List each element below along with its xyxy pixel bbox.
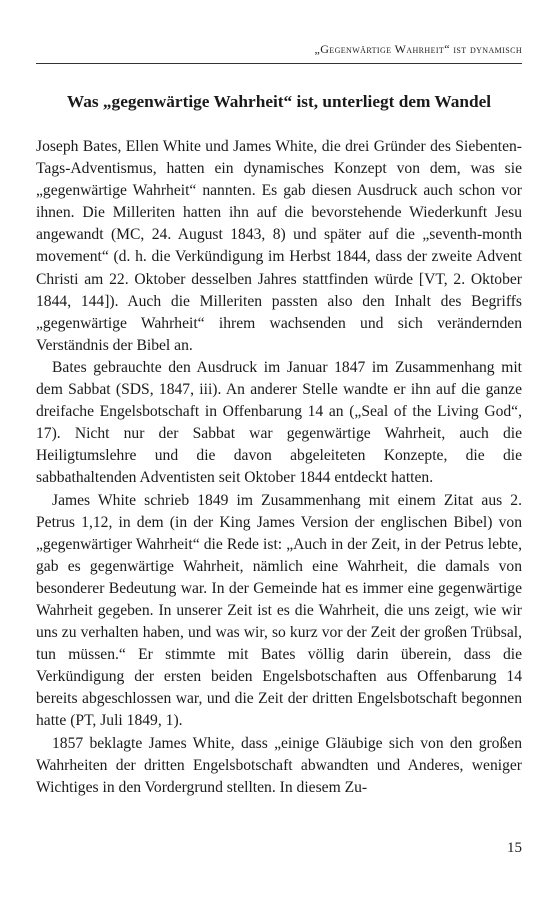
paragraph-1: Joseph Bates, Ellen White und James White, die drei Gründer des Siebenten-Tags-Adventismus, hatten ein dynamisches Konzept von dem, was sie „gegenwärtige Wahrheit“ nannten. Es gab diesen Ausdruck auch schon vor ihnen. Die Milleriten hatten ihn auf die bevorstehende Wiederkunft Jesu angewandt (MC, 24. August 1843, 8) und später auf die „seventh-month movement“ (d. h. die Verkündigung im Herbst 1844, dass der zweite Advent Christi am 22. Oktober desselben Jahres stattfinden würde [VT, 2. Oktober 1844, 144]). Auch die Milleriten passten also den Inhalt des Begriffs „gegenwärtige Wahrheit“ ihrem wachsenden und sich verändernden Verständnis der Bibel an. (36, 138, 522, 354)
page-number: 15 (507, 840, 522, 856)
paragraph-4: 1857 beklagte James White, dass „einige Gläubige sich von den großen Wahrheiten der dritten Engelsbotschaft abwandten und Anderes, weniger Wichtiges in den Vordergrund stellten. In diesem Zu- (36, 734, 522, 796)
running-head-text: „Gegenwärtige Wahrheit“ ist dynamisch (314, 42, 522, 56)
running-head (36, 42, 522, 64)
section-title: Was „gegenwärtige Wahrheit“ ist, unterliegt dem Wandel (66, 92, 492, 111)
paragraph-3: James White schrieb 1849 im Zusammenhang mit einem Zitat aus 2. Petrus 1,12, in dem (in der King James Version der englischen Bibel) von „gegenwärtiger Wahrheit“ die Rede ist: „Auch in der Zeit, in der Petrus lebte, gab es gegenwärtige Wahrheit, nämlich eine Wahrheit, die damals von besonderer Bedeutung war. In der Gemeinde hat es immer eine gegenwärtige Wahrheit gegeben. In unserer Zeit ist es die Wahrheit, die uns zeigt, wie wir uns zu verhalten haben, und was wir, so kurz vor der Zeit der großen Trübsal, tun müssen.“ Er stimmte mit Bates völlig darin überein, dass die Verkündigung der ersten beiden Engelsbotschaften aus Offenbarung 14 bereits abgeschlossen war, und die Zeit der dritten Engelsbotschaft begonnen hatte (PT, Juli 1849, 1). (36, 491, 522, 730)
body-text (36, 136, 522, 799)
paragraph-2: Bates gebrauchte den Ausdruck im Januar 1847 im Zusammenhang mit dem Sabbat (SDS, 1847, iii). An anderer Stelle wandte er ihn auf die ganze dreifache Engelsbotschaft in Offenbarung 14 an („Seal of the Living God“, 17). Nicht nur der Sabbat war gegenwärtige Wahrheit, auch die Heiligtumslehre und die davon abgeleiteten Konzepte, die die sabbathaltenden Adventisten seit Oktober 1844 entdeckt hatten. (36, 358, 522, 487)
